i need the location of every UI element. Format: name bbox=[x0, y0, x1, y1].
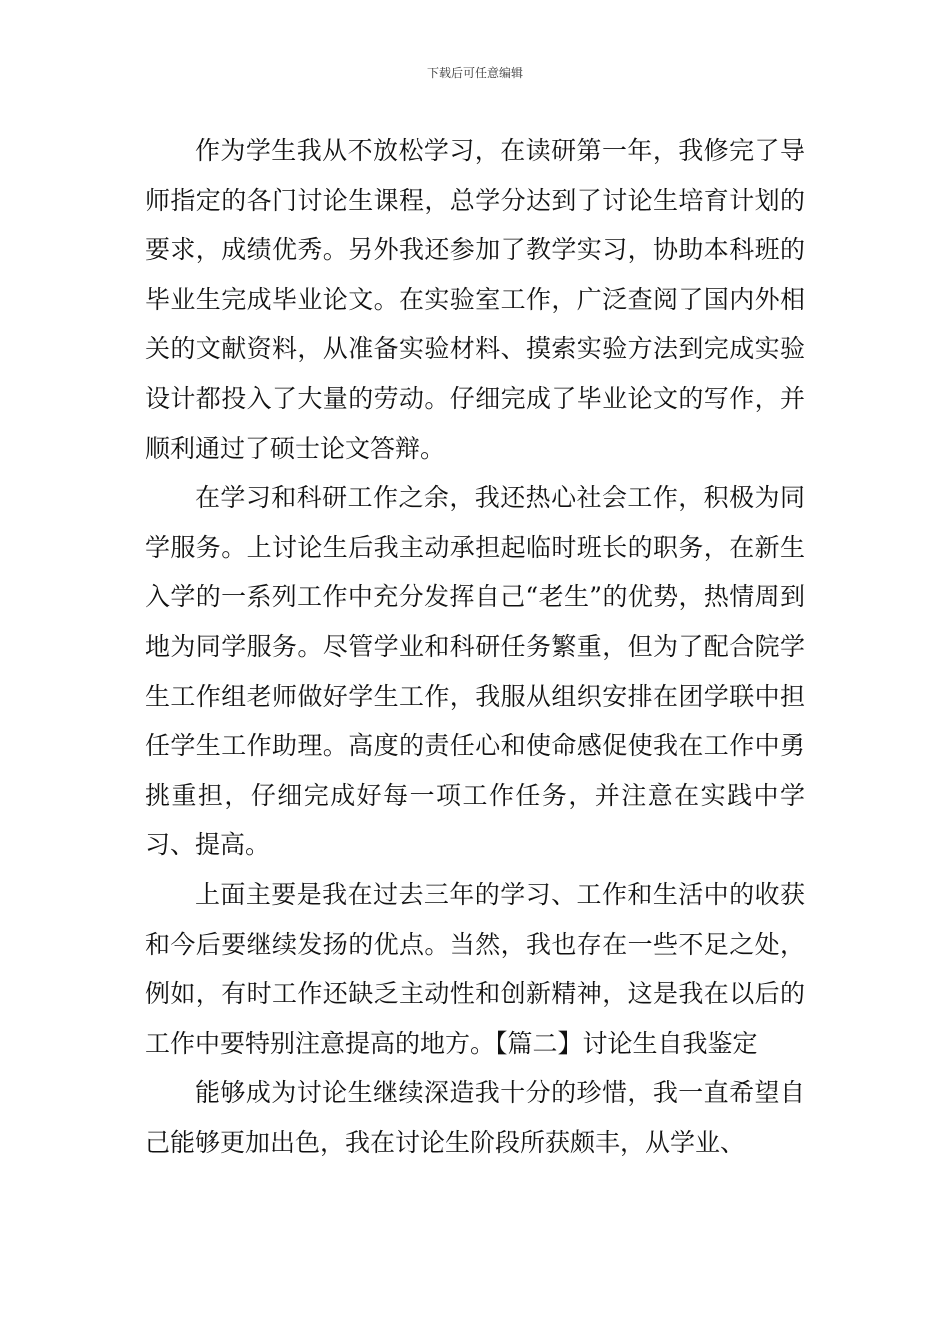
paragraph-summary: 上面主要是我在过去三年的学习、工作和生活中的收获和今后要继续发扬的优点。当然，我也存在一些不足之处，例如，有时工作还缺乏主动性和创新精神，这是我在以后的工作中要特别注意提高的地方。【篇二】讨论生自我鉴定 bbox=[145, 879, 805, 1058]
document-body bbox=[145, 126, 805, 1167]
paragraph-service: 在学习和科研工作之余，我还热心社会工作，积极为同学服务。上讨论生后我主动承担起临时班长的职务，在新生入学的一系列工作中充分发挥自己“老生”的优势，热情周到地为同学服务。尽管学业和科研任务繁重，但为了配合院学生工作组老师做好学生工作，我服从组织安排在团学联中担任学生工作助理。高度的责任心和使命感促使我在工作中勇挑重担，仔细完成好每一项工作任务，并注意在实践中学习、提高。 bbox=[145, 483, 805, 860]
header-note: 下载后可任意编辑 bbox=[426, 66, 523, 80]
paragraph-study: 作为学生我从不放松学习，在读研第一年，我修完了导师指定的各门讨论生课程，总学分达到了讨论生培育计划的要求，成绩优秀。另外我还参加了教学实习，协助本科班的毕业生完成毕业论文。在实验室工作，广泛查阅了国内外相关的文献资料，从准备实验材料、摸索实验方法到完成实验设计都投入了大量的劳动。仔细完成了毕业论文的写作，并顺利通过了硕士论文答辩。 bbox=[145, 136, 805, 463]
paragraph-part-two: 能够成为讨论生继续深造我十分的珍惜，我一直希望自己能够更加出色，我在讨论生阶段所获颇丰，从学业、 bbox=[145, 1078, 805, 1157]
